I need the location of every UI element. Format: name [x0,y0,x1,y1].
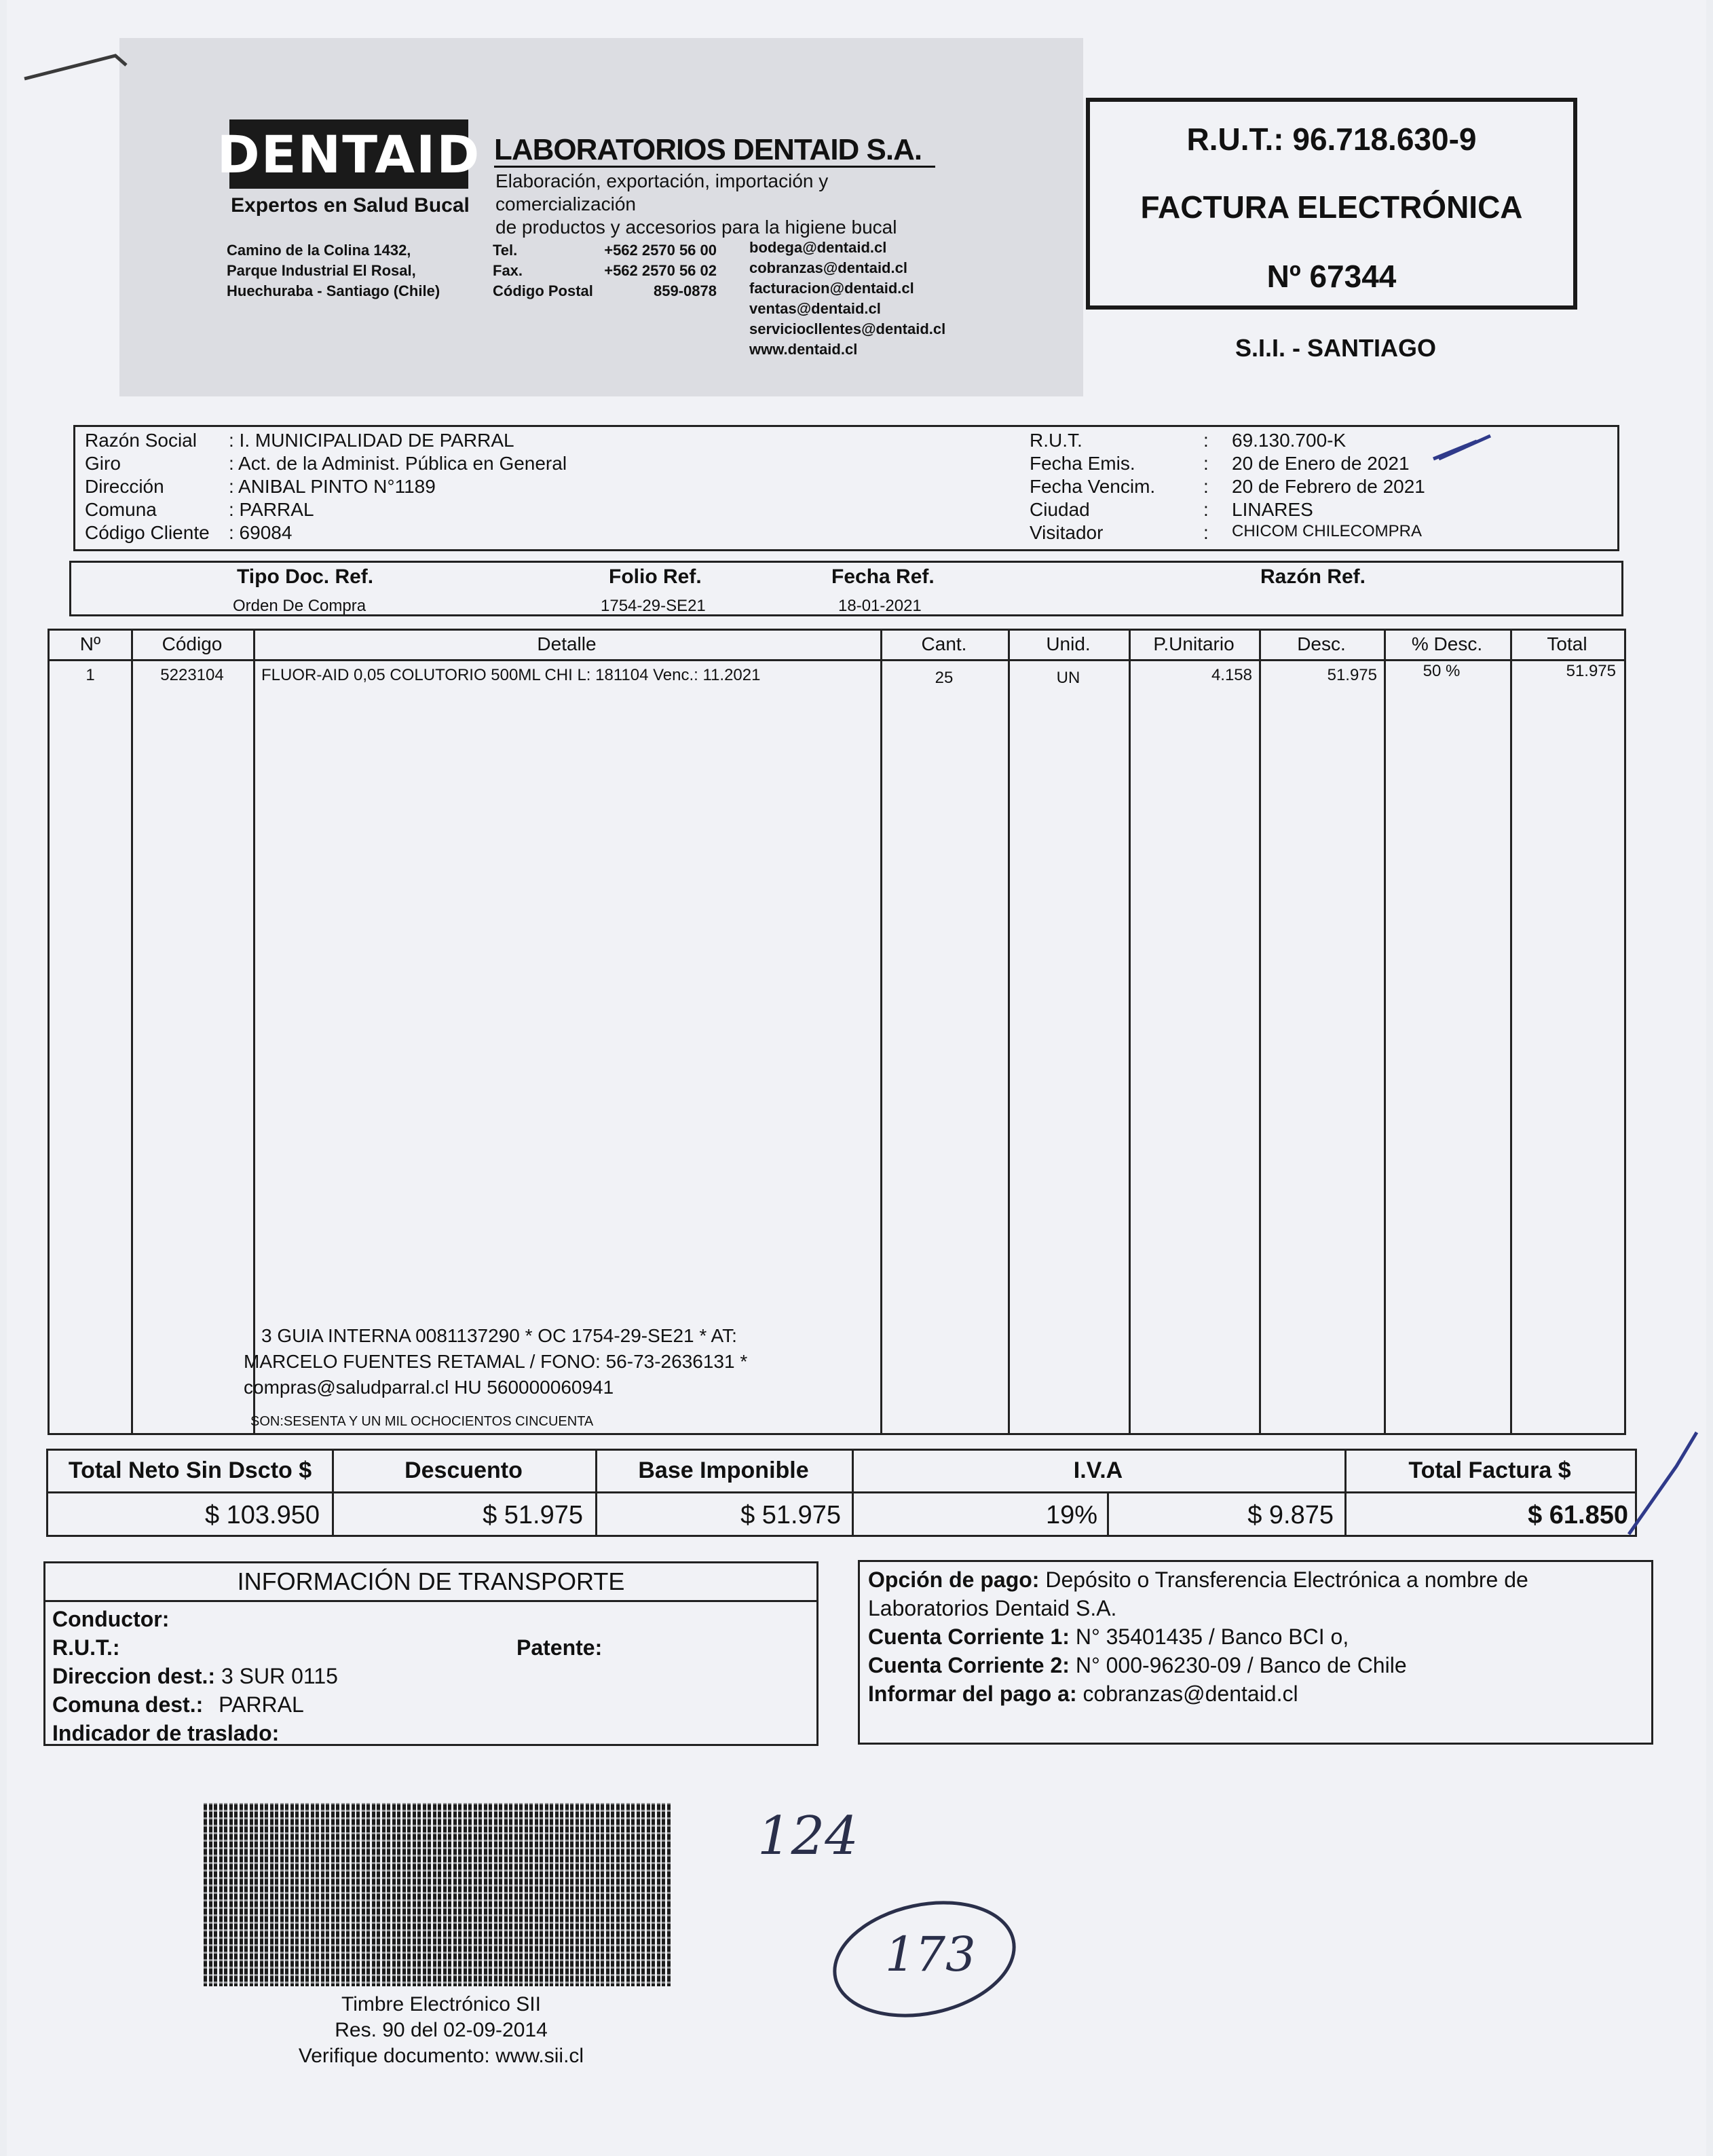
ref-header-reason: Razón Ref. [1260,565,1366,588]
email-line: cobranzas@dentaid.cl [749,259,907,276]
ref-header-doc-type: Tipo Doc. Ref. [237,565,374,588]
ref-header-date: Fecha Ref. [831,565,935,588]
label-razon-social: Razón Social [85,430,197,451]
email-line: serviciocllentes@dentaid.cl [749,320,946,337]
handwritten-circled-number: 173 [885,1927,976,1982]
invoice-total-value: $ 61.850 [1528,1501,1628,1529]
contact-label: Código Postal [493,282,593,299]
colon: : [1203,453,1209,474]
dest-address-label: Direccion dest.: [52,1664,216,1688]
cell-discount: 51.975 [1327,666,1377,684]
discount-total-value: $ 51.975 [483,1501,583,1529]
transport-title: INFORMACIÓN DE TRANSPORTE [237,1567,625,1595]
driver-label: Conductor: [52,1607,170,1631]
th-total: Total [1547,633,1587,654]
description-line: de productos y accesorios para la higiene bucal [495,217,897,238]
contact-label: Fax. [493,262,523,279]
client-rut: 69.130.700-K [1232,430,1347,451]
ref-header-folio: Folio Ref. [609,565,702,588]
sii-office: S.I.I. - SANTIAGO [1235,334,1436,362]
taxable-base-value: $ 51.975 [740,1501,841,1529]
slogan: Expertos en Salud Bucal [231,194,470,217]
note-line: 3 GUIA INTERNA 0081137290 * OC 1754-29-SE21 * AT: [261,1325,737,1346]
due-date: 20 de Febrero de 2021 [1232,476,1425,497]
account2-label: Cuenta Corriente 2: [868,1653,1070,1677]
issue-date: 20 de Enero de 2021 [1232,453,1410,474]
contact-value: +562 2570 56 02 [604,262,717,279]
th-unit: Unid. [1046,633,1091,654]
issuer-rut: R.U.T.: 96.718.630-9 [1186,122,1477,157]
account2-value: N° 000-96230-09 / Banco de Chile [1075,1653,1407,1677]
logo-text: DENTAID [217,124,481,185]
client-code: : 69084 [229,522,293,543]
cell-discount-pct: 50 % [1423,662,1461,680]
th-qty: Cant. [921,633,967,654]
cell-unit-price: 4.158 [1211,666,1252,684]
iva-rate-value: 19% [1045,1501,1097,1529]
note-line: compras@saludparral.cl HU 560000060941 [244,1377,614,1398]
stamp-line: Res. 90 del 02-09-2014 [335,2019,548,2041]
email-line: bodega@dentaid.cl [749,239,887,256]
address-line: Huechuraba - Santiago (Chile) [227,282,440,299]
th-number: Nº [79,633,101,654]
company-name: LABORATORIOS DENTAID S.A. [494,133,922,166]
address-line: Parque Industrial El Rosal, [227,262,416,279]
th-taxable-base: Base Imponible [638,1457,809,1483]
contact-value: 859-0878 [654,282,717,299]
cell-total: 51.975 [1566,662,1616,680]
label-direccion: Dirección [85,476,164,497]
cell-number: 1 [86,666,95,684]
address-line: Camino de la Colina 1432, [227,242,411,259]
amount-in-words: SON:SESENTA Y UN MIL OCHOCIENTOS CINCUENTA [250,1414,594,1429]
stamp-line: Timbre Electrónico SII [341,1993,541,2015]
client-address: : ANIBAL PINTO N°1189 [229,476,436,497]
payment-option-text: Depósito o Transferencia Electrónica a nombre de [1045,1567,1528,1592]
label-fecha-vencimiento: Fecha Vencim. [1030,476,1156,497]
ref-folio: 1754-29-SE21 [601,597,706,615]
account1-label: Cuenta Corriente 1: [868,1624,1070,1649]
note-line: MARCELO FUENTES RETAMAL / FONO: 56-73-2636131 * [244,1351,748,1372]
th-code: Código [162,633,223,654]
dest-commune-value: PARRAL [219,1692,304,1717]
th-invoice-total: Total Factura $ [1408,1457,1571,1483]
cell-unit: UN [1056,669,1080,687]
dest-address-value: 3 SUR 0115 [221,1664,338,1688]
dest-commune-label: Comuna dest.: [52,1692,204,1717]
client-commune: : PARRAL [229,499,314,520]
client-giro: : Act. de la Administ. Pública en General [229,453,567,474]
th-iva: I.V.A [1073,1457,1123,1483]
contact-label: Tel. [493,242,518,259]
label-fecha-emision: Fecha Emis. [1030,453,1135,474]
inform-payment-email: cobranzas@dentaid.cl [1083,1681,1298,1706]
transfer-indicator-label: Indicador de traslado: [52,1721,280,1745]
contact-value: +562 2570 56 00 [604,242,717,259]
account1-value: N° 35401435 / Banco BCI o, [1075,1624,1349,1649]
plate-label: Patente: [516,1635,603,1660]
visitor: CHICOM CHILECOMPRA [1232,522,1423,540]
colon: : [1203,499,1209,520]
pen-stroke-mark [24,56,126,79]
email-line: ventas@dentaid.cl [749,300,881,317]
label-giro: Giro [85,453,121,474]
inform-payment-label: Informar del pago a: [868,1681,1077,1706]
handwritten-circle [824,1887,1024,2031]
cell-qty: 25 [935,669,954,687]
label-visitador: Visitador [1030,522,1104,543]
net-total-value: $ 103.950 [204,1501,320,1529]
label-ciudad: Ciudad [1030,499,1090,520]
payment-option-label: Opción de pago: [868,1567,1040,1592]
invoice-number: Nº 67344 [1266,259,1397,294]
city: LINARES [1232,499,1313,520]
stamp-line: Verifique documento: www.sii.cl [298,2045,584,2067]
document-type: FACTURA ELECTRÓNICA [1140,189,1523,225]
handwritten-page-number: 124 [757,1806,859,1867]
check-mark-icon [1433,436,1490,459]
ref-doc-type: Orden De Compra [233,597,366,615]
cell-code: 5223104 [160,666,224,684]
check-mark-icon [1629,1432,1697,1534]
email-line: facturacion@dentaid.cl [749,280,914,297]
label-codigo-cliente: Código Cliente [85,522,210,543]
th-net-total: Total Neto Sin Dscto $ [68,1457,312,1483]
th-discount-total: Descuento [404,1457,523,1483]
ref-date: 18-01-2021 [838,597,922,615]
description-line: Elaboración, exportación, importación y comercialización [495,170,829,215]
label-rut: R.U.T. [1030,430,1083,451]
iva-amount-value: $ 9.875 [1247,1501,1334,1529]
colon: : [1203,476,1209,497]
payment-option-text2: Laboratorios Dentaid S.A. [868,1596,1117,1620]
label-comuna: Comuna [85,499,157,520]
website-line: www.dentaid.cl [749,341,858,358]
th-discount-pct: % Desc. [1411,633,1483,654]
th-unit-price: P.Unitario [1153,633,1235,654]
th-detail: Detalle [537,633,597,654]
th-discount: Desc. [1297,633,1346,654]
client-name: : I. MUNICIPALIDAD DE PARRAL [229,430,514,451]
colon: : [1203,430,1209,451]
rut-label: R.U.T.: [52,1635,120,1660]
cell-detail: FLUOR-AID 0,05 COLUTORIO 500ML CHI L: 181104 Venc.: 11.2021 [261,666,761,684]
colon: : [1203,522,1209,543]
